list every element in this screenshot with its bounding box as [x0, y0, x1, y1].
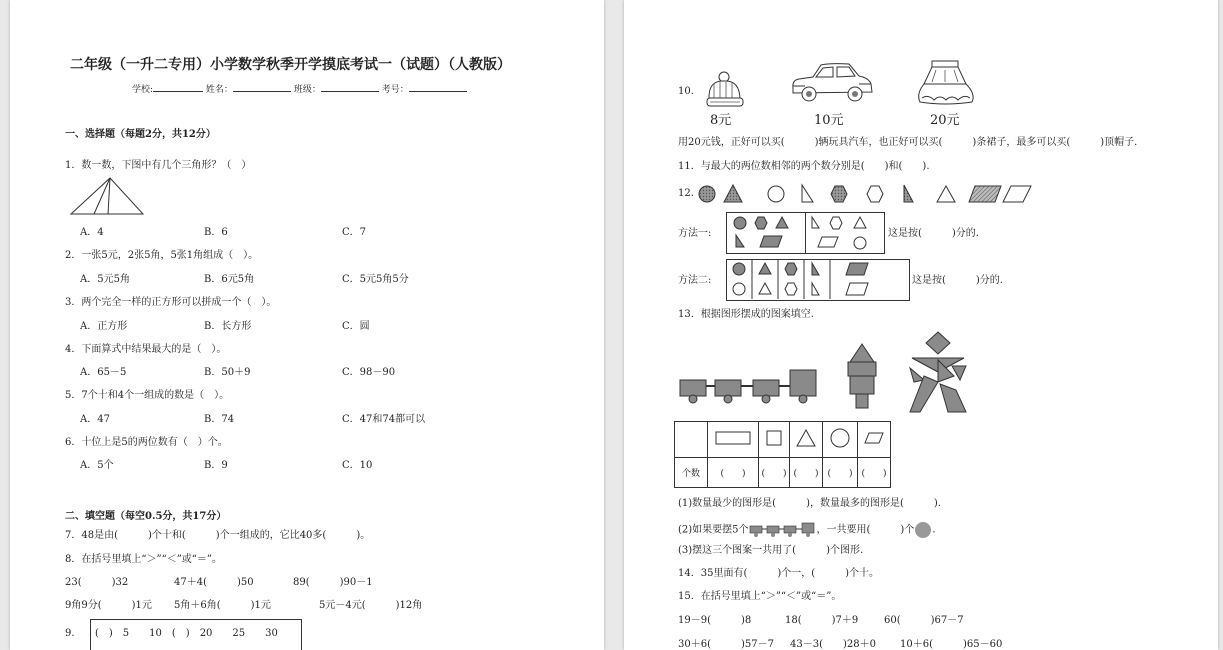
question-9-label: 9. [65, 628, 75, 639]
circle-icon [830, 428, 850, 448]
triangle-icon [796, 429, 816, 447]
method-2-label: 方法二: [678, 275, 712, 286]
car-price: 10元 [814, 113, 844, 128]
question-4: 4．下面算式中结果最大的是（ ）。 [65, 344, 227, 355]
rectangle-icon [715, 431, 751, 445]
q15-item-5: 43－3( )28＋0 [790, 639, 876, 650]
class-label: 班级： [293, 85, 321, 95]
q1-option-a: A．4 [80, 227, 104, 238]
q15-item-3: 60( )67－7 [884, 615, 964, 626]
question-13-1: (1)数量最少的图形是( )，数量最多的图形是( ). [678, 498, 941, 509]
shape-count-table [674, 421, 891, 488]
question-10-label: 10. [678, 86, 694, 97]
question-1: 1．数一数，下图中有几个三角形？（ ） [65, 160, 252, 171]
q4-option-a: A．65－5 [80, 367, 127, 378]
question-5: 5．7个十和4个一组成的数是（ ）。 [65, 390, 230, 401]
triangle-figure [70, 177, 146, 215]
method-1-shapes [726, 212, 884, 252]
q13-2-middle: ，一共要用( )个 [816, 524, 915, 536]
hat-icon [704, 70, 746, 108]
q3-option-c: C．圆 [342, 321, 370, 332]
q1-option-b: B．6 [204, 227, 228, 238]
question-11: 11．与最大的两位数相邻的两个数分别是( )和( ). [678, 161, 930, 172]
question-2: 2．一张5元，2张5角，5张1角组成（ ）。 [65, 250, 259, 261]
method-2-shapes [726, 259, 908, 299]
q12-shape-row [699, 183, 1039, 207]
q8-item-2: 47＋4( )50 [174, 577, 254, 588]
hat-price: 8元 [710, 113, 732, 128]
question-14: 14．35里面有( )个一，( )个十。 [678, 568, 880, 579]
skirt-price: 20元 [930, 113, 960, 128]
q4-option-b: B．50＋9 [204, 367, 251, 378]
method-1-text: 这是按( )分的. [888, 228, 979, 239]
q4-option-c: C．98－90 [342, 367, 396, 378]
question-13-2: (2)如果要摆5个 ，一共要用( )个 . [678, 521, 936, 539]
method-1-label: 方法一: [678, 228, 712, 239]
right-page [624, 0, 1218, 650]
q3-option-b: B．长方形 [204, 321, 252, 332]
parallelogram-icon [864, 432, 884, 444]
small-train-icon [749, 523, 817, 537]
number-line-text: ( ) 5 10 ( ) 20 25 30 [95, 628, 278, 639]
question-3: 3．两个完全一样的正方形可以拼成一个（ ）。 [65, 297, 277, 308]
q2-option-a: A．5元5角 [80, 274, 130, 285]
count-square[interactable]: ( ) [759, 458, 790, 488]
exam-title: 二年级（一升二专用）小学数学秋季开学摸底考试一（试题）（人教版） [70, 57, 511, 73]
count-circle[interactable]: ( ) [823, 458, 858, 488]
section-fill-heading: 二、填空题（每空0.5分，共17分） [65, 511, 227, 522]
question-13: 13．根据图形摆成的图案填空. [678, 309, 814, 320]
question-7: 7．48是由( )个十和( )个一组成的，它比40多( )。 [65, 530, 371, 541]
question-13-3: (3)摆这三个图案一共用了( )个图形. [678, 545, 864, 556]
q15-item-1: 19－9( )8 [678, 615, 752, 626]
square-icon [766, 430, 782, 446]
q8-item-6: 5元－4元( )12角 [319, 600, 423, 611]
count-row-label: 个数 [675, 458, 708, 488]
count-rectangle[interactable]: ( ) [708, 458, 759, 488]
method-2-text: 这是按( )分的. [912, 275, 1003, 286]
q15-item-4: 30＋6( )57－7 [678, 639, 774, 650]
tower-pattern [844, 342, 880, 410]
question-6: 6．十位上是5的两位数有（ ）个。 [65, 437, 228, 448]
train-pattern [678, 364, 818, 406]
number-label: 考号： [381, 85, 409, 95]
q15-item-2: 18( )7＋9 [785, 615, 859, 626]
count-triangle[interactable]: ( ) [790, 458, 823, 488]
q8-item-1: 23( )32 [65, 577, 129, 588]
q5-option-a: A．47 [80, 414, 110, 425]
question-10-text: 用20元钱，正好可以买( )辆玩具汽车，也正好可以买( )条裙子，最多可以买( )顶帽子. [678, 137, 1138, 148]
name-label: 姓名： [205, 85, 233, 95]
school-label: 学校: [132, 85, 154, 95]
q8-item-3: 89( )90－1 [293, 577, 373, 588]
toy-car-icon [789, 60, 875, 104]
skirt-icon [914, 58, 978, 106]
q6-option-a: A．5个 [80, 460, 114, 471]
q6-option-c: C．10 [342, 460, 373, 471]
question-15: 15．在括号里填上“＞”“＜”或“＝”。 [678, 591, 842, 602]
q13-2-prefix: (2)如果要摆5个 [678, 524, 749, 536]
grey-circle-icon [914, 521, 932, 539]
q5-option-c: C．47和74都可以 [342, 414, 426, 425]
q6-option-b: B．9 [204, 460, 228, 471]
section-choice-heading: 一、选择题（每题2分，共12分） [65, 129, 216, 140]
q8-item-4: 9角9分( )1元 [65, 600, 152, 611]
q2-option-c: C．5元5角5分 [342, 274, 409, 285]
student-info-line [132, 82, 467, 96]
left-page [10, 0, 604, 650]
q5-option-b: B．74 [204, 414, 235, 425]
tangram-figure-pattern [908, 330, 968, 414]
q3-option-a: A．正方形 [80, 321, 128, 332]
q1-option-c: C．7 [342, 227, 367, 238]
question-8: 8．在括号里填上“＞”“＜”或“＝”。 [65, 554, 223, 565]
q2-option-b: B．6元5角 [204, 274, 255, 285]
count-parallelogram[interactable]: ( ) [858, 458, 891, 488]
q8-item-5: 5角＋6角( )1元 [174, 600, 271, 611]
q15-item-6: 10＋6( )65－60 [900, 639, 1003, 650]
question-12-label: 12. [678, 188, 694, 199]
